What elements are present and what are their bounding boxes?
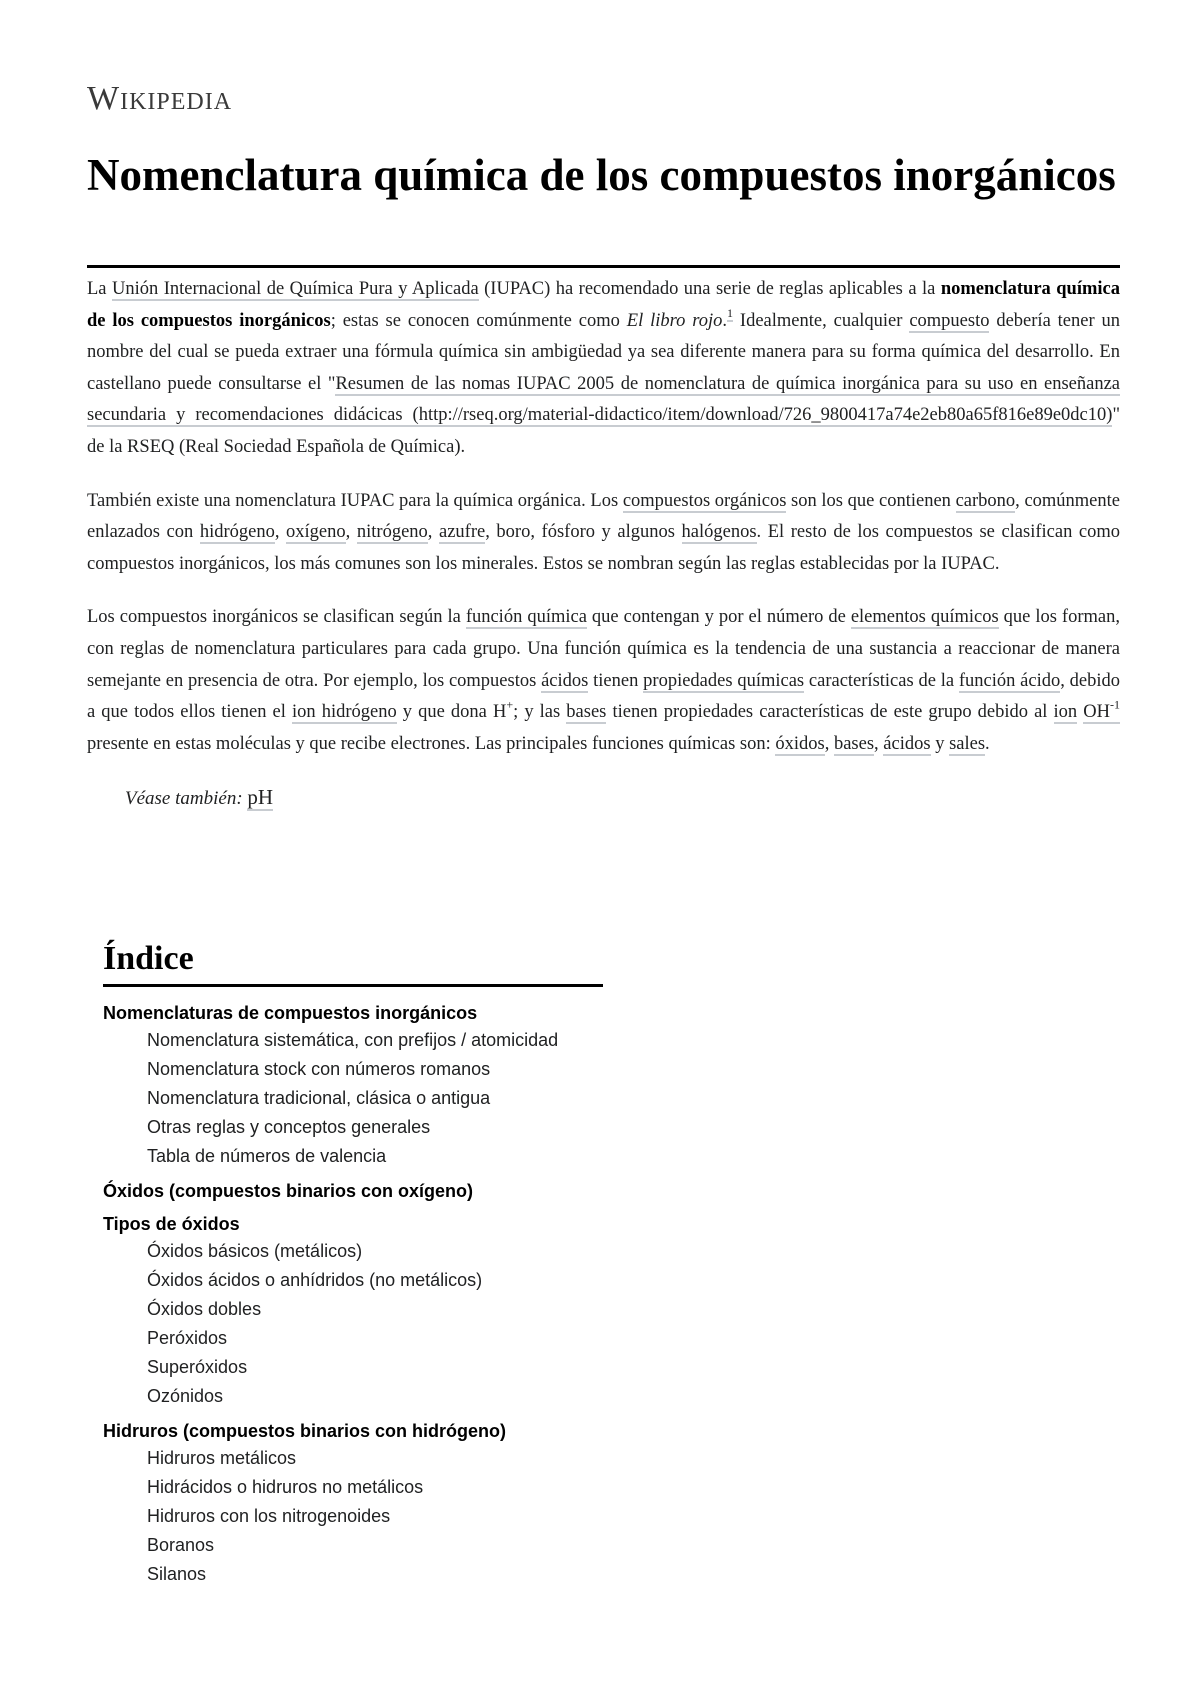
link-compuesto[interactable]: compuesto	[909, 310, 990, 331]
toc-list	[103, 1001, 603, 1589]
organic-paragraph: También existe una nomenclatura IUPAC para la química orgánica. Los compuestos orgánicos son los que contienen carbono, comúnmente enlazados con hidrógeno, oxígeno, nitrógeno, azufre, boro, fósforo y algunos halógenos. El resto de los compuestos se clasifican como compuestos inorgánicos, los más comunes son los minerales. Estos se nombran según las reglas establecidas por la IUPAC.	[87, 490, 1121, 574]
italic-term: El libro rojo	[626, 310, 723, 331]
title-divider	[87, 265, 1120, 268]
toc-subsection-item[interactable]: Nomenclatura stock con números romanos	[147, 1059, 491, 1079]
link-hidrogeno[interactable]: hidrógeno	[199, 522, 275, 543]
intro-paragraph: La Unión Internacional de Química Pura y Aplicada (IUPAC) ha recomendado una serie de reglas aplicables a la nomenclatura química de los compuestos inorgánicos; estas se conocen comúnmente como El libro rojo.$^1$ Idealmente, cualquier compuesto debería tener un nombre del cual se pueda extraer una fórmula química sin ambigüedad ya sea diferente manera para su forma química del desarrollo. En castellano puede consultarse el "Resumen de las nomas IUPAC 2005 de nomenclatura de química inorgánica para su uso en enseñanza secundaria y recomendaciones didácicas (http://rseq.org/material-didactico/item/download/726_9800417a74e2eb80a65f816e89e0dc10)" de la RSEQ (Real Sociedad Española de Química).	[87, 279, 1121, 457]
toc-section-heading[interactable]: Nomenclaturas de compuestos inorgánicos	[103, 1003, 478, 1023]
toc-section-heading[interactable]: Óxidos (compuestos binarios con oxígeno)	[103, 1181, 474, 1201]
toc-subsection-item[interactable]: Hidruros con los nitrogenoides	[147, 1506, 391, 1526]
see-also-label: Véase también:	[125, 788, 248, 810]
toc-section	[103, 1179, 603, 1204]
article-body	[87, 274, 1120, 815]
toc-subsection-item[interactable]: Óxidos básicos (metálicos)	[147, 1241, 363, 1261]
link-funcion-quimica[interactable]: función química	[465, 607, 587, 628]
page-title: Nomenclatura química de los compuestos inorgánicos	[87, 150, 1116, 200]
classification-paragraph: Los compuestos inorgánicos se clasifican según la función química que contengan y por el número de elementos químicos que los forman, con reglas de nomenclatura particulares para cada grupo. Una función química es la tendencia de una sustancia a reaccionar de manera semejante en presencia de otra. Por ejemplo, los compuestos ácidos tienen propiedades químicas características de la función ácido, debido a que todos ellos tienen el ion hidrógeno y que dona H+; y las bases tienen propiedades características de este grupo debido al ion $OH^{-1}$ presente en estas moléculas y que recibe electrones. Las principales funciones químicas son: óxidos, bases, ácidos y sales.	[87, 607, 1121, 754]
toc-subsection-item[interactable]: Ozónidos	[147, 1386, 224, 1406]
link-nitrogeno[interactable]: nitrógeno	[356, 522, 428, 543]
link-acidos[interactable]: ácidos	[541, 670, 589, 691]
bold-term: nomenclatura química de los compuestos inorgánicos	[87, 279, 1120, 331]
toc-section	[103, 1212, 603, 1411]
toc-section	[103, 1001, 603, 1171]
link-oh[interactable]: $OH^{-1}$	[1083, 697, 1120, 723]
toc-subsection-item[interactable]: Boranos	[147, 1535, 215, 1555]
link-azufre[interactable]: azufre	[439, 522, 486, 543]
toc-divider	[103, 984, 603, 987]
link-ion[interactable]: ion	[1053, 702, 1078, 723]
link-iupac[interactable]: Unión Internacional de Química Pura y Aplicada	[111, 279, 479, 299]
table-of-contents	[103, 937, 603, 1597]
wikipedia-logo[interactable]: Wikipedia	[87, 80, 233, 117]
toc-subsection-item[interactable]: Tabla de números de valencia	[147, 1146, 387, 1166]
link-propiedades-quimicas[interactable]: propiedades químicas	[643, 670, 805, 691]
link-ph[interactable]: pH	[247, 785, 274, 810]
toc-subsection-item[interactable]: Hidruros metálicos	[147, 1448, 297, 1468]
toc-subsection-item[interactable]: Peróxidos	[147, 1328, 228, 1348]
see-also-note	[125, 782, 1120, 815]
toc-section	[103, 1419, 603, 1589]
toc-subsection-item[interactable]: Óxidos dobles	[147, 1299, 262, 1319]
toc-subsection-item[interactable]: Otras reglas y conceptos generales	[147, 1117, 431, 1137]
link-carbono[interactable]: carbono	[955, 490, 1016, 511]
link-ion-hidrogeno[interactable]: ion hidrógeno	[291, 702, 397, 723]
link-oxigeno[interactable]: oxígeno	[286, 522, 346, 543]
link-halogenos[interactable]: halógenos	[681, 522, 757, 543]
link-funcion-acido[interactable]: función ácido	[958, 670, 1061, 691]
toc-subsection-item[interactable]: Hidrácidos o hidruros no metálicos	[147, 1477, 424, 1497]
link-compuestos-organicos[interactable]: compuestos orgánicos	[622, 490, 787, 511]
link-elementos-quimicos[interactable]: elementos químicos	[850, 607, 999, 628]
link-sales[interactable]: sales	[949, 733, 986, 754]
toc-section-heading[interactable]: Hidruros (compuestos binarios con hidrógeno)	[103, 1421, 507, 1441]
link-rseq-summary[interactable]: Resumen de las nomas IUPAC 2005 de nomenclatura de química inorgánica para su uso en enseñanza secundaria y recomendaciones didácicas (http://rseq.org/material-didactico/item/download/726_9800417a74e2eb80a65f816e89e0dc10)	[87, 373, 1120, 426]
reference-link[interactable]: 1	[727, 306, 734, 321]
link-bases[interactable]: bases	[566, 702, 607, 723]
toc-subsection-item[interactable]: Nomenclatura sistemática, con prefijos / atomicidad	[147, 1030, 559, 1050]
toc-section-heading[interactable]: Tipos de óxidos	[103, 1214, 240, 1234]
toc-subsection-item[interactable]: Nomenclatura tradicional, clásica o antigua	[147, 1088, 491, 1108]
toc-subsection-item[interactable]: Óxidos ácidos o anhídridos (no metálicos)	[147, 1270, 483, 1290]
link-bases-2[interactable]: bases	[833, 733, 875, 754]
toc-title: Índice	[103, 940, 194, 977]
toc-subsection-item[interactable]: Silanos	[147, 1564, 207, 1584]
link-acidos-2[interactable]: ácidos	[883, 733, 931, 754]
link-oxidos[interactable]: óxidos	[775, 733, 825, 754]
toc-subsection-item[interactable]: Superóxidos	[147, 1357, 248, 1377]
